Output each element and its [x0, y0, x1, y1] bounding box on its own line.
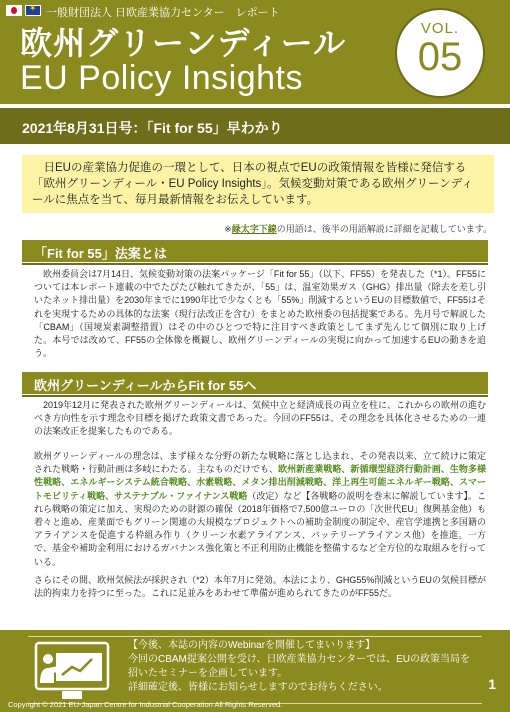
webinar-heading: 【今後、本誌の内容のWebinarを開催してまいります】 [128, 640, 376, 651]
webinar-presentation-icon [34, 641, 110, 701]
note-term: 緑太字下線 [231, 224, 277, 234]
webinar-body: 今回のCBAM提案公開を受け、日欧産業協力センターでは、EUの政策当局を招いたセミナーを企画しています。 [128, 654, 470, 679]
webinar-announcement [28, 636, 482, 704]
issue-date-title: 2021年8月31日号：「Fit for 55」早わかり [22, 120, 283, 136]
volume-badge [395, 8, 485, 98]
glossary-note [224, 222, 492, 235]
note-suffix: の用語は、後半の用語解説に詳細を記載しています。 [276, 224, 492, 234]
section-heading-fit-for-55: 「Fit for 55」法案とは [22, 240, 488, 262]
flags [6, 5, 41, 16]
section2-paragraph-2 [34, 450, 486, 569]
report-header [0, 0, 510, 104]
volume-label: VOL. [420, 20, 460, 37]
copyright: Copyright © 2021 EU-Japan Centre for Industrial Cooperation All Rights Reserved. [8, 700, 283, 709]
intro-text: 日EUの産業協力促進の一環として、日本の視点でEUの政策情報を皆様に発信する「欧州グリーンディール・EU Policy Insights」。気候変動対策である欧州グリーンディールに焦点を当て、毎月最新情報をお伝えしています。 [32, 162, 473, 206]
section-heading-green-deal-to-ff55: 欧州グリーンディールからFit for 55へ [22, 372, 488, 394]
section2-paragraph-2-rest: （改定）など【各戦略の説明を巻末に解説しています】。これら戦略の策定に加え、実現のための財源の確保（2018年価格で7,500億ユーロの「次世代EU」復興基金他）も着々と進め、産業面でもグリーン関連の大規模なプロジェクトへの補助金制度の制定や、産官学連携と多国籍のアライアンスを促進する枠組み作り（クリーン水素アライアンス、バッテリーアライアンス他）を推進。一方で、基金や補助金利用におけるガバナンス強化策と不正利用防止機能を整備するなど全方位的な取組みを行っている。 [34, 490, 486, 567]
report-title-japanese: 欧州グリーンディール [20, 25, 347, 61]
section2-paragraph-3: さらにその間、欧州気候法が採択され（*2）本年7月に発効。本法により、GHG55%削減というEUの気候目標が法的拘束力を持つに至った。これに足並みをあわせて準備が進められてきたのがFF55だ。 [34, 575, 486, 599]
organization-name: 一般財団法人 日欧産業協力センター レポート [46, 7, 280, 19]
issue-dateline [0, 106, 510, 144]
intro-box [22, 155, 494, 213]
eu-flag-icon [25, 5, 41, 16]
webinar-text [128, 639, 478, 695]
section2-paragraph-2-lead: 欧州グリーンディールの理念は、まず様々な分野の新たな戦略に落とし込まれ、その発表以来、立て続けに策定された戦略・行動計画は多岐にわたる。主なものだけでも、 [34, 451, 486, 475]
volume-number: 05 [417, 35, 463, 79]
japan-flag-icon [6, 5, 22, 16]
section1-paragraph: 欧州委員会は7月14日、気候変動対策の法案パッケージ「Fit for 55」（以下、FF55）を発表した（*1）。FF55については本レポート連載の中でたびたび触れてきたが、「55」は、温室効果ガス（GHG）排出量（除去を差し引いたネット排出量）を2030年までに1990年比で少なくとも「55%」削減するというEUの目標数値で、FF55はそれを実現するための具体的な法案（現行法改正を含む）をまとめた欧州委の包括提案である。先月号で解説した「CBAM」（国境炭素調整措置）はその中のひとつで特に注目すべき政策としてまず先んじて個別に取り上げた。本号では改めて、FF55の全体像を概観し、欧州グリーンディールの実現に向かって加速するEUの動きを追う。 [34, 269, 486, 359]
report-title-english: EU Policy Insights [20, 59, 303, 97]
page-number: 1 [488, 676, 496, 692]
strategy-terms: 欧州新産業戦略、新循環型経済行動計画、生物多様性戦略、エネルギーシステム統合戦略、水素戦略、メタン排出削減戦略、洋上再生可能エネルギー戦略、スマートモビリティ戦略、サステナブル・ファイナンス戦略 [34, 464, 486, 501]
webinar-followup: 詳細確定後、皆様にお知らせしますのでお待ちください。 [128, 682, 388, 693]
section2-paragraph-1: 2019年12月に発表された欧州グリーンディールは、気候中立と経済成長の両立を柱に、これからの欧州の進むべき方向性を示す理念や目標を掲げた政策文書であった。今回のFF55は、その理念を具体化させるための一連の法案改正を提案したものである。 [34, 400, 486, 437]
note-prefix: ※ [224, 224, 232, 234]
